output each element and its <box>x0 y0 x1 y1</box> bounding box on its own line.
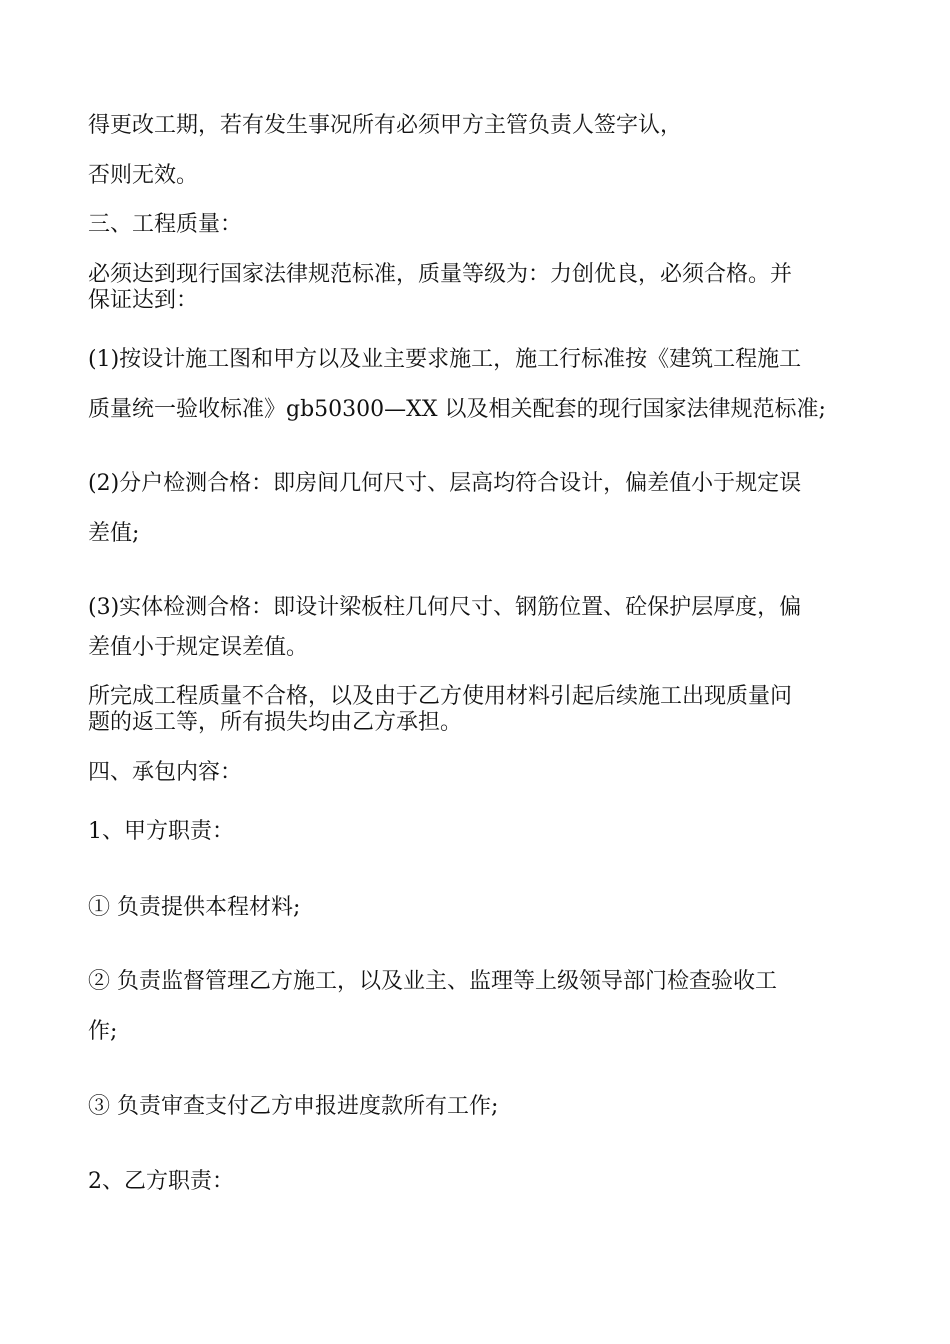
subsection-heading: 2、乙方职责： <box>88 1169 234 1194</box>
text-line: 差值; <box>88 521 140 546</box>
list-item: ② 负责监督管理乙方施工，以及业主、监理等上级领导部门检查验收工 <box>88 969 777 994</box>
text-line: 必须达到现行国家法律规范标准，质量等级为：力创优良，必须合格。并 <box>88 262 793 287</box>
text-line: (2)分户检测合格：即房间几何尺寸、层高均符合设计，偏差值小于规定误 <box>88 471 802 496</box>
text-line: 所完成工程质量不合格，以及由于乙方使用材料引起后续施工出现质量问 <box>88 684 793 709</box>
text-line: 差值小于规定误差值。 <box>88 635 309 660</box>
subsection-heading: 1、甲方职责： <box>88 819 234 844</box>
text-line: 质量统一验收标准》gb50300—XX 以及相关配套的现行国家法律规范标准; <box>88 397 826 422</box>
text-line: 得更改工期，若有发生事况所有必须甲方主管负责人签字认， <box>88 113 683 138</box>
text-line: 否则无效。 <box>88 163 199 188</box>
list-item: ③ 负责审查支付乙方申报进度款所有工作; <box>88 1094 499 1119</box>
text-line: (1)按设计施工图和甲方以及业主要求施工，施工行标准按《建筑工程施工 <box>88 347 802 372</box>
section-heading: 四、承包内容： <box>88 760 243 785</box>
text-line: 作; <box>88 1019 118 1044</box>
text-line: (3)实体检测合格：即设计梁板柱几何尺寸、钢筋位置、砼保护层厚度，偏 <box>88 595 802 620</box>
text-line: 题的返工等，所有损失均由乙方承担。 <box>88 710 463 735</box>
section-heading: 三、工程质量： <box>88 212 243 237</box>
list-item: ① 负责提供本程材料; <box>88 895 301 920</box>
text-line: 保证达到： <box>88 288 199 313</box>
